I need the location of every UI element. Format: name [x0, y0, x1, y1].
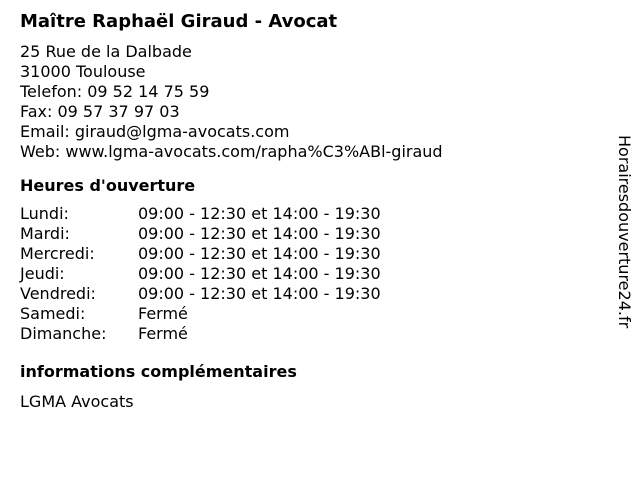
- day-hours: 09:00 - 12:30 et 14:00 - 19:30: [138, 264, 381, 283]
- day-hours: 09:00 - 12:30 et 14:00 - 19:30: [138, 204, 381, 223]
- email-line: Email: giraud@lgma-avocats.com: [20, 122, 290, 141]
- hours-row-friday: [20, 284, 600, 304]
- hours-row-sunday: [20, 324, 600, 344]
- hours-heading: Heures d'ouverture: [20, 176, 196, 195]
- day-label: Mardi:: [20, 224, 70, 243]
- address-street: 25 Rue de la Dalbade: [20, 42, 192, 61]
- address-city: 31000 Toulouse: [20, 62, 146, 81]
- business-card: [20, 10, 600, 412]
- day-label: Samedi:: [20, 304, 86, 323]
- day-label: Vendredi:: [20, 284, 96, 303]
- day-label: Dimanche:: [20, 324, 107, 343]
- phone-line: Telefon: 09 52 14 75 59: [20, 82, 210, 101]
- hours-row-saturday: [20, 304, 600, 324]
- day-hours: Fermé: [138, 304, 188, 323]
- day-label: Jeudi:: [20, 264, 65, 283]
- fax-line: Fax: 09 57 37 97 03: [20, 102, 180, 121]
- day-hours: 09:00 - 12:30 et 14:00 - 19:30: [138, 284, 381, 303]
- business-title: Maître Raphaël Giraud - Avocat: [20, 11, 338, 32]
- info-heading: informations complémentaires: [20, 362, 297, 381]
- web-line: Web: www.lgma-avocats.com/rapha%C3%ABl-giraud: [20, 142, 443, 161]
- day-label: Mercredi:: [20, 244, 95, 263]
- day-hours: 09:00 - 12:30 et 14:00 - 19:30: [138, 244, 381, 263]
- day-hours: Fermé: [138, 324, 188, 343]
- hours-table: [20, 204, 600, 344]
- day-hours: 09:00 - 12:30 et 14:00 - 19:30: [138, 224, 381, 243]
- day-label: Lundi:: [20, 204, 69, 223]
- hours-row-thursday: [20, 264, 600, 284]
- site-watermark: Horairesdouverture24.fr: [615, 135, 634, 329]
- hours-row-monday: [20, 204, 600, 224]
- hours-row-tuesday: [20, 224, 600, 244]
- hours-row-wednesday: [20, 244, 600, 264]
- info-text: LGMA Avocats: [20, 392, 134, 411]
